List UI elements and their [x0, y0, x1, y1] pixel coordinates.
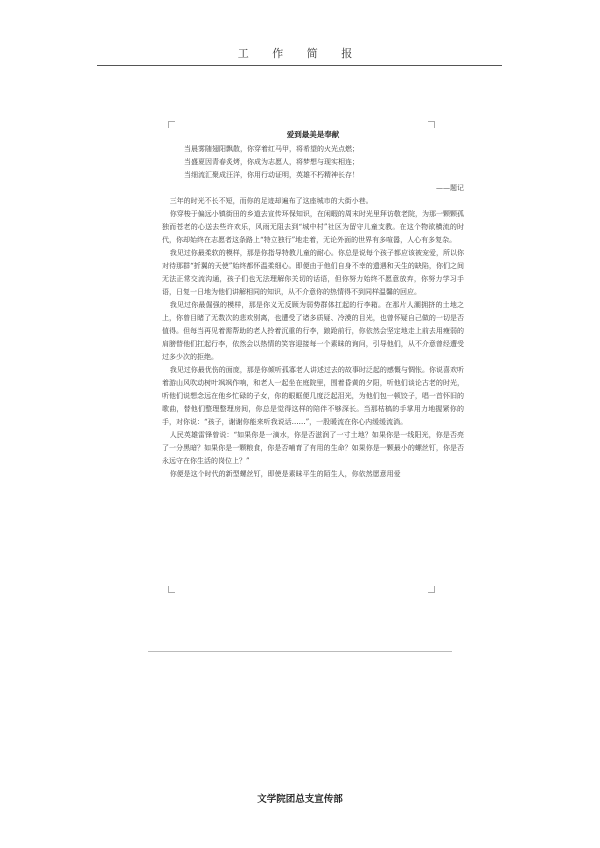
newsletter-header-title: 工 作 简 报 — [237, 47, 363, 60]
epigraph-signature: ——题记 — [436, 184, 464, 192]
article-paragraph: 你穿梭于偏远小镇街田的乡道去宣传环保知识，在闲暇的周末时光里拜访敬老院，为那一颗颗孤独而苍老的心送去些许欢乐，风雨无阻去到“城中村”社区为留守儿童支教。在这个物欲横流的时代，你却始终在志愿者这条路上“特立独行”地走着，无论外面的世界有多喧嚣，人心有多复杂。 — [162, 210, 464, 244]
article-body — [162, 128, 464, 481]
content-divider — [148, 651, 452, 652]
article-paragraph: 我见过你最倔强的模样，那是你义无反顾为弱势群体扛起的行李箱。在那片人潮拥挤的土地之上，你曾目睹了无数次的悲欢别离，也遭受了诸多质疑、冷漠的目光，也曾怀疑自己做的一切是否值得。但每当再见着需帮助的老人拎着沉重的行李，踉跄前行，你依然会坚定地走上前去用瘦弱的肩膀替他们扛起行李，依然会以热情的笑容迎接每一个素昧的询问，引导他们，从不介意曾经遭受过多少次的拒绝。 — [162, 301, 464, 361]
crop-mark-top-left — [168, 121, 175, 128]
article-paragraph: 我见过你最优伤的面庞，那是你倾听孤寡老人讲述过去的故事时泛起的感慨与惆怅。你说喜欢听着游山风吹动树叶飒飒作响，和老人一起坐在庭院里，围着昏黄的夕阳，听他们谈论古老的时光，听他们说想念远在他乡忙碌的子女，你的眼眶便几度泛起泪光，为他们包一顿饺子，唱一首怀旧的歌曲，替他们整理整理房间，你总是觉得这样的陪伴不够深长。当那枯槁的手掌用力地握紧你的手，对你说：“孩子，谢谢你能来听我说话……”，一股暖流在你心内缓缓流淌。 — [162, 366, 464, 426]
article-paragraph: 我见过你最柔软的模样，那是你指导特教儿童的耐心。你总是说每个孩子都应该被宠爱，所以你对待那群“折翼的天使”始终都怀温柔细心。即便由于他们自身不幸的遗遇和天生的缺陷，你们之间无法正常交流沟通，孩子们也无法理解你关切的话语，但你努力始终不愿意放弃，你努力学习手语，日复一日地为他们讲解相同的知识，从不介意你的热情得不到同样温馨的回应。 — [162, 249, 464, 296]
footer-department: 文学院团总支宣传部 — [257, 794, 343, 805]
article-paragraph: 你便是这个时代的新型螺丝钉，即使是素昧平生的陌生人，你依然愿意用爱 — [169, 470, 401, 478]
crop-mark-bottom-right — [428, 586, 435, 593]
epigraph-line: 当晨雾随翅阳飘散，你穿着红马甲，将希望的火光点燃； — [184, 145, 359, 153]
article-paragraph: 三年的时光不长不短，而你的足迹却遍布了这座城市的大街小巷。 — [169, 197, 373, 205]
article-title: 爱到最美是奉献 — [286, 130, 340, 139]
epigraph-line: 当盛夏因青春炙烤，你成为志愿人，将梦想与现实相连； — [184, 158, 359, 166]
crop-mark-bottom-left — [168, 586, 175, 593]
header-divider — [97, 65, 502, 66]
article-paragraph: 人民英雄雷锋曾说：“如果你是一滴水，你是否滋润了一寸土地？如果你是一线阳光，你是否亮了一分黑暗？如果你是一颗粮食，你是否哺育了有用的生命？如果你是一颗最小的螺丝钉，你是否永远守在你生活的岗位上？” — [162, 431, 464, 465]
epigraph-line: 当细流汇聚成汪洋，你用行动证明，英雄不朽精神长存！ — [184, 171, 359, 179]
crop-mark-top-right — [428, 121, 435, 128]
